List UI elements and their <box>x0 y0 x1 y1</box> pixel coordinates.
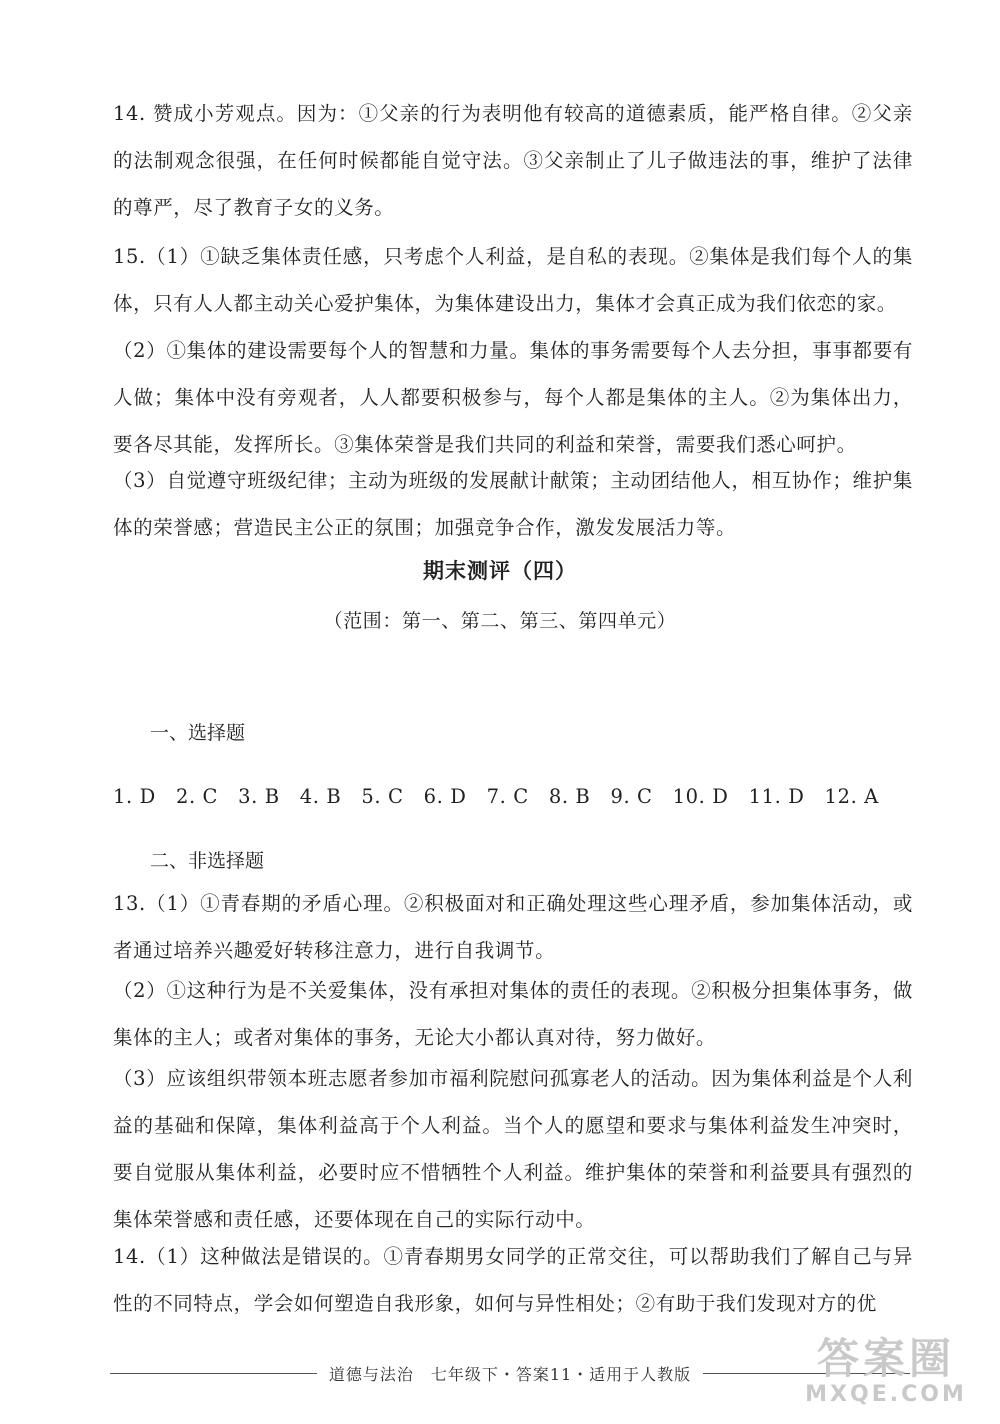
exam-scope: （范围：第一、第二、第三、第四单元） <box>323 610 677 632</box>
site-watermark <box>786 1326 986 1418</box>
watermark-site: MXQE.COM <box>805 1382 967 1407</box>
answer-paragraph-14: 14. 赞成小芳观点。因为：①父亲的行为表明他有较高的道德素质，能严格自律。②父亲的法制观念很强，在任何时候都能自觉守法。③父亲制止了儿子做违法的事，维护了法律的尊严，尽了教育子女的义务。 <box>113 102 913 219</box>
answer-paragraph-13-1: 13.（1）①青春期的矛盾心理。②积极面对和正确处理这些心理矛盾，参加集体活动，或者通过培养兴趣爱好转移注意力，进行自我调节。 <box>113 892 913 962</box>
answer-paragraph-14-1: 14.（1）这种做法是错误的。①青春期男女同学的正常交往，可以帮助我们了解自己与异性的不同特点，学会如何塑造自我形象，如何与异性相处；②有助于我们发现对方的优 <box>113 1245 913 1315</box>
answer-paragraph-15-1: 15.（1）①缺乏集体责任感，只考虑个人利益，是自私的表现。②集体是我们每个人的集体，只有人人都主动关心爱护集体，为集体建设出力，集体才会真正成为我们依恋的家。 <box>113 245 913 315</box>
answer-paragraph-15-2: （2）①集体的建设需要每个人的智慧和力量。集体的事务需要每个人去分担，事事都要有人做；集体中没有旁观者，人人都要积极参与，每个人都是集体的主人。②为集体出力，要各尽其能，发挥所长。③集体荣誉是我们共同的利益和荣誉，需要我们悉心呵护。 <box>113 339 913 456</box>
watermark-logo: 答案圈 <box>816 1334 955 1383</box>
answer-paragraph-13-2: （2）①这种行为是不关爱集体，没有承担对集体的责任的表现。②积极分担集体事务，做集体的主人；或者对集体的事务，无论大小都认真对待，努力做好。 <box>113 979 913 1049</box>
footer-rule-left <box>110 1373 317 1374</box>
section-heading-nonchoice: 二、非选择题 <box>150 850 265 872</box>
choice-answers: 1. D 2. C 3. B 4. B 5. C 6. D 7. C 8. B 9. C 10. D 11. D 12. A <box>113 785 879 808</box>
footer-text: 道德与法治 七年级下・答案11・适用于人教版 <box>328 1364 692 1384</box>
answer-paragraph-13-3: （3）应该组织带领本班志愿者参加市福利院慰问孤寡老人的活动。因为集体利益是个人利益的基础和保障，集体利益高于个人利益。当个人的愿望和要求与集体利益发生冲突时，要自觉服从集体利益，必要时应不惜牺牲个人利益。维护集体的荣誉和利益要具有强烈的集体荣誉感和责任感，还要体现在自己的实际行动中。 <box>113 1067 913 1231</box>
section-heading-choice: 一、选择题 <box>150 722 246 744</box>
answer-paragraph-15-3: （3）自觉遵守班级纪律；主动为班级的发展献计献策；主动团结他人，相互协作；维护集体的荣誉感；营造民主公正的氛围；加强竞争合作，激发发展活力等。 <box>113 469 913 539</box>
exam-title: 期末测评（四） <box>423 559 577 583</box>
